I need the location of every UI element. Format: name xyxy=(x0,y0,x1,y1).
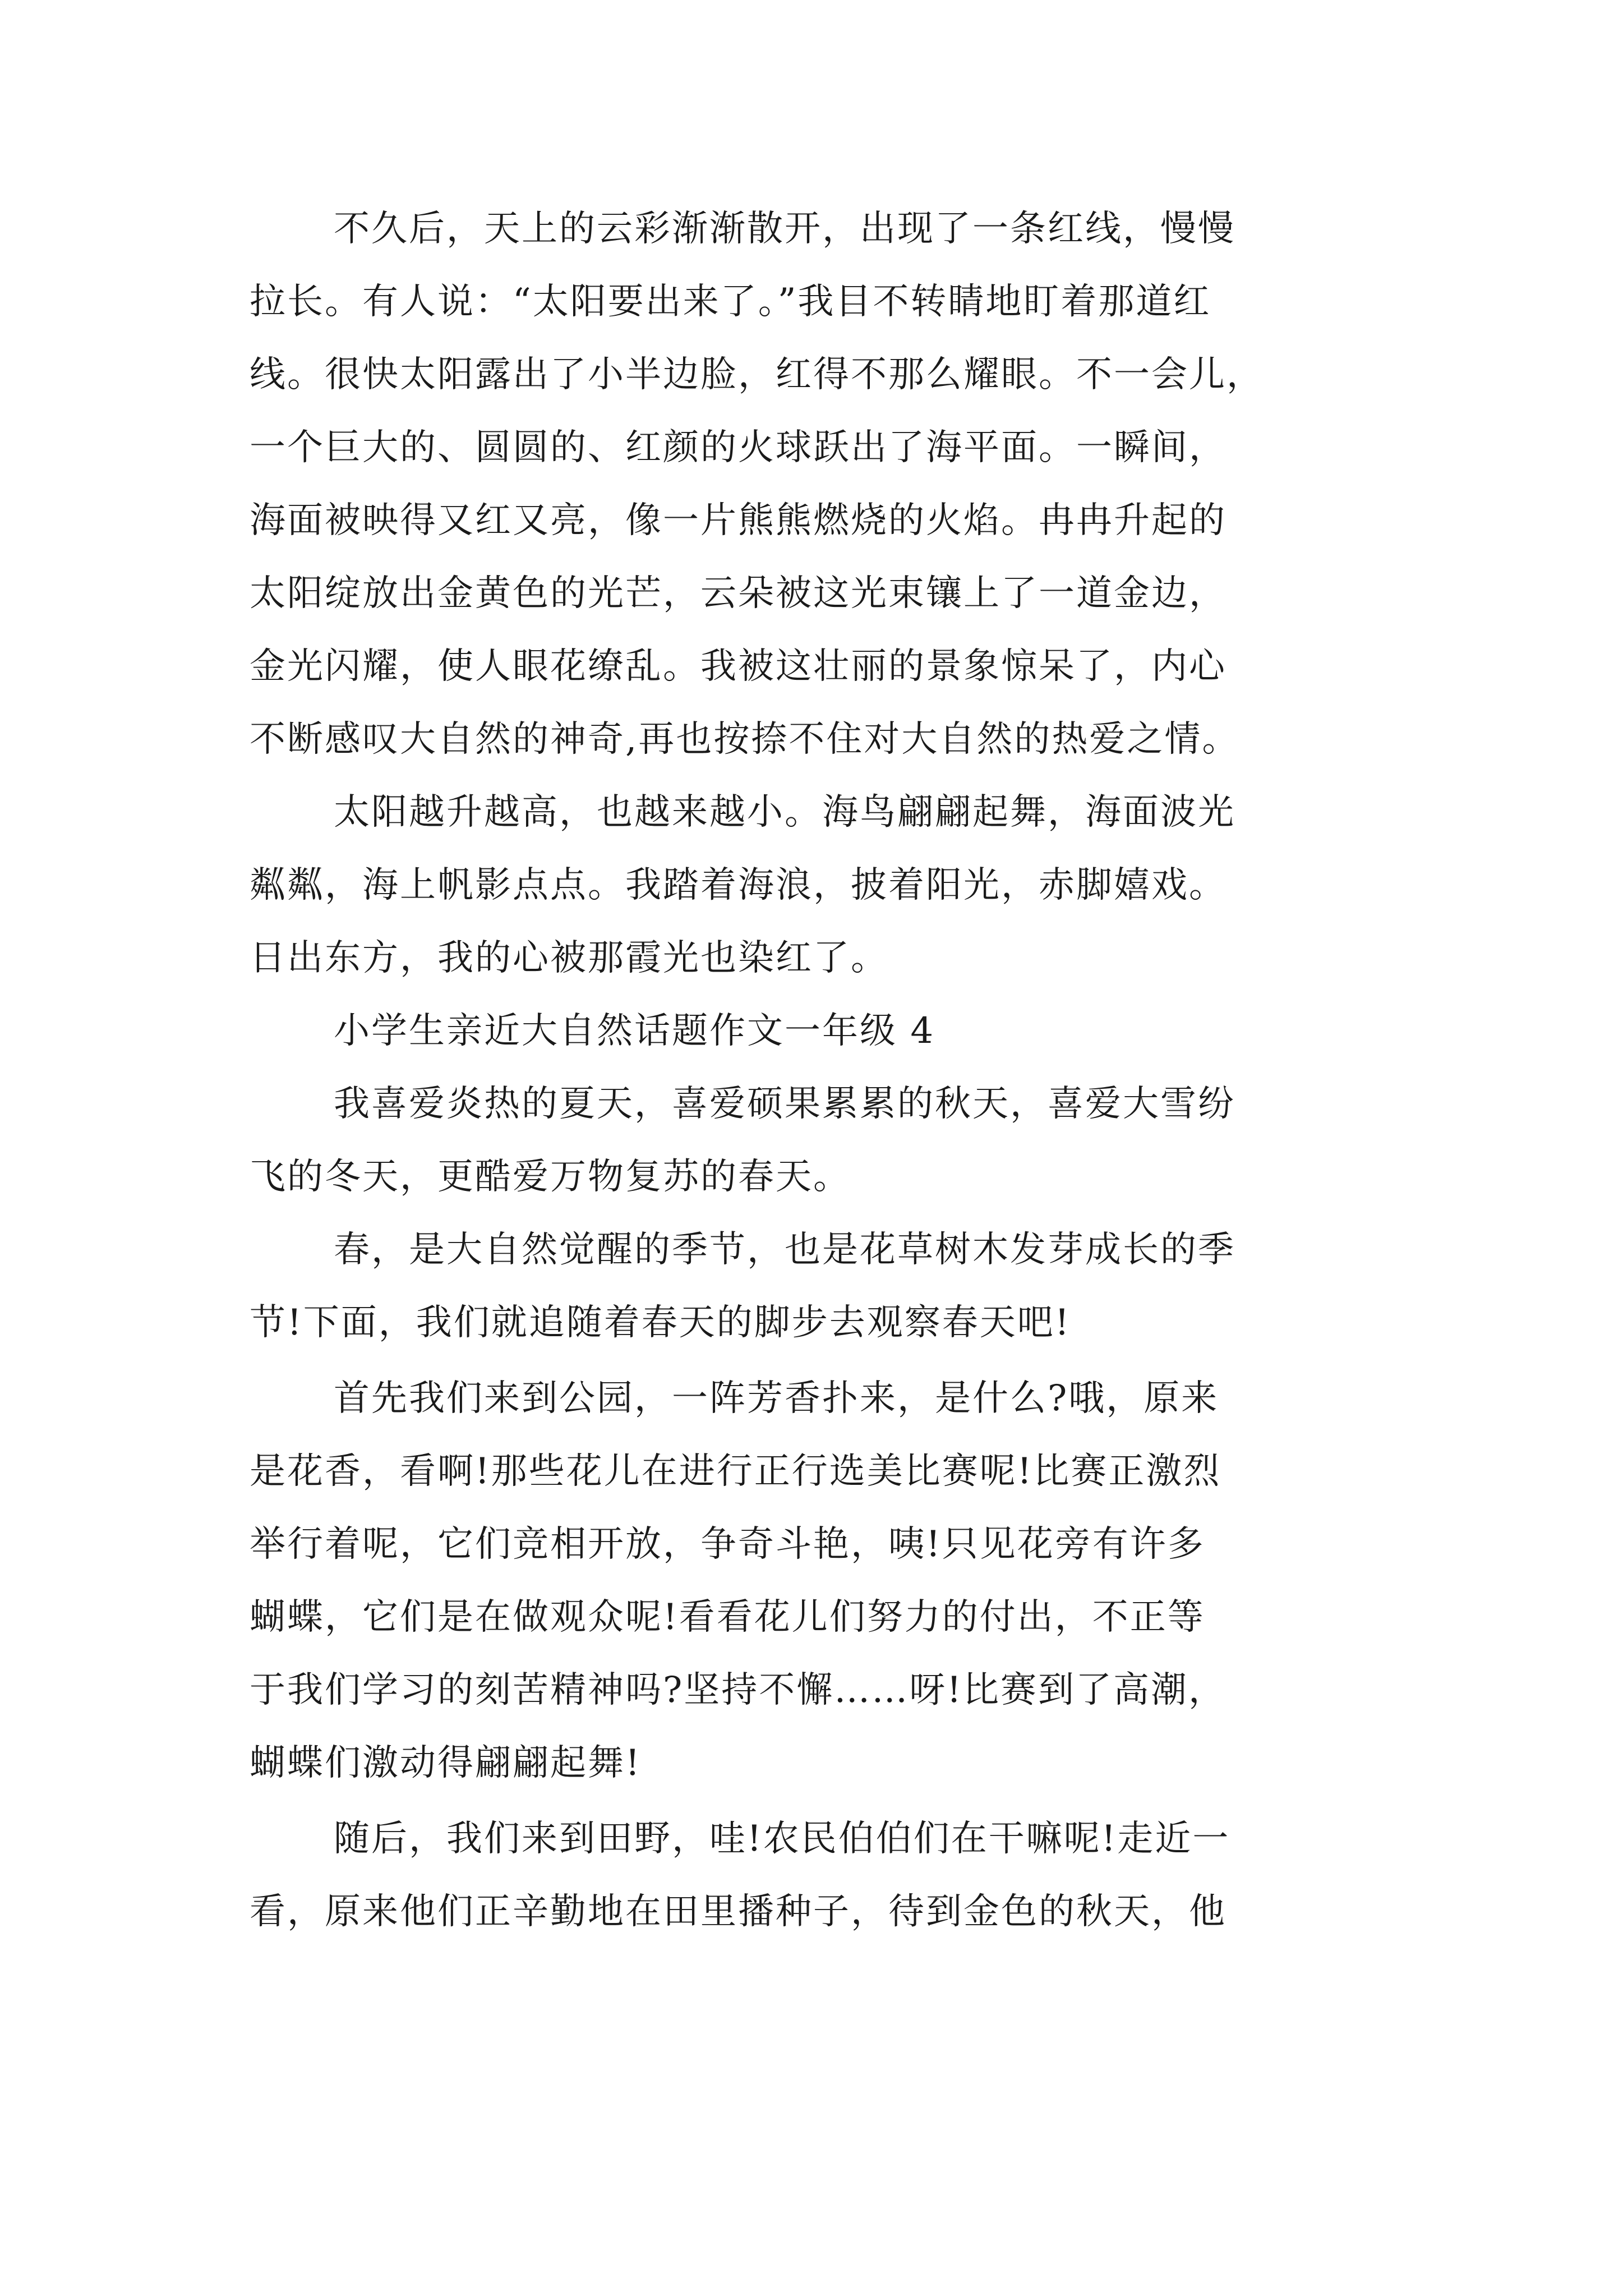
text-line: 不断感叹大自然的神奇,再也按捺不住对大自然的热爱之情。 xyxy=(250,719,1240,760)
text-line: 春，是大自然觉醒的季节，也是花草树木发芽成长的季 xyxy=(334,1229,1235,1271)
text-line: 日出东方，我的心被那霞光也染红了。 xyxy=(250,937,888,979)
text-line: 一个巨大的、圆圆的、红颜的火球跃出了海平面。一瞬间， xyxy=(250,427,1227,468)
text-line: 于我们学习的刻苦精神吗?坚持不懈……呀!比赛到了高潮， xyxy=(250,1669,1227,1711)
text-line: 太阳绽放出金黄色的光芒，云朵被这光束镶上了一道金边， xyxy=(250,573,1227,614)
text-line: 节!下面，我们就追随着春天的脚步去观察春天吧! xyxy=(250,1302,1071,1343)
text-line: 线。很快太阳露出了小半边脸，红得不那么耀眼。不一会儿， xyxy=(250,354,1264,395)
section-heading: 小学生亲近大自然话题作文一年级 4 xyxy=(334,1010,935,1052)
text-line: 随后，我们来到田野，哇!农民伯伯们在干嘛呢!走近一 xyxy=(334,1818,1230,1860)
text-line: 海面被映得又红又亮，像一片熊熊燃烧的火焰。冉冉升起的 xyxy=(250,500,1227,541)
text-line: 首先我们来到公园，一阵芳香扑来，是什么?哦，原来 xyxy=(334,1378,1219,1419)
text-line: 太阳越升越高，也越来越小。海鸟翩翩起舞，海面波光 xyxy=(334,792,1235,833)
text-line: 拉长。有人说：“太阳要出来了。”我目不转睛地盯着那道红 xyxy=(250,281,1211,323)
text-line: 飞的冬天，更酷爱万物复苏的春天。 xyxy=(250,1156,851,1198)
text-line: 举行着呢，它们竞相开放，争奇斗艳，咦!只见花旁有许多 xyxy=(250,1524,1205,1565)
text-line: 不久后，天上的云彩渐渐散开，出现了一条红线，慢慢 xyxy=(334,208,1235,250)
text-line: 是花香，看啊!那些花儿在进行正行选美比赛呢!比赛正激烈 xyxy=(250,1451,1221,1492)
text-line: 看，原来他们正辛勤地在田里播种子，待到金色的秋天，他 xyxy=(250,1891,1227,1932)
text-line: 我喜爱炎热的夏天，喜爱硕果累累的秋天，喜爱大雪纷 xyxy=(334,1083,1235,1125)
text-line: 蝴蝶，它们是在做观众呢!看看花儿们努力的付出，不正等 xyxy=(250,1596,1205,1638)
text-line: 粼粼，海上帆影点点。我踏着海浪，披着阳光，赤脚嬉戏。 xyxy=(250,864,1227,906)
text-line: 金光闪耀，使人眼花缭乱。我被这壮丽的景象惊呆了，内心 xyxy=(250,646,1227,687)
text-line: 蝴蝶们激动得翩翩起舞! xyxy=(250,1742,642,1784)
